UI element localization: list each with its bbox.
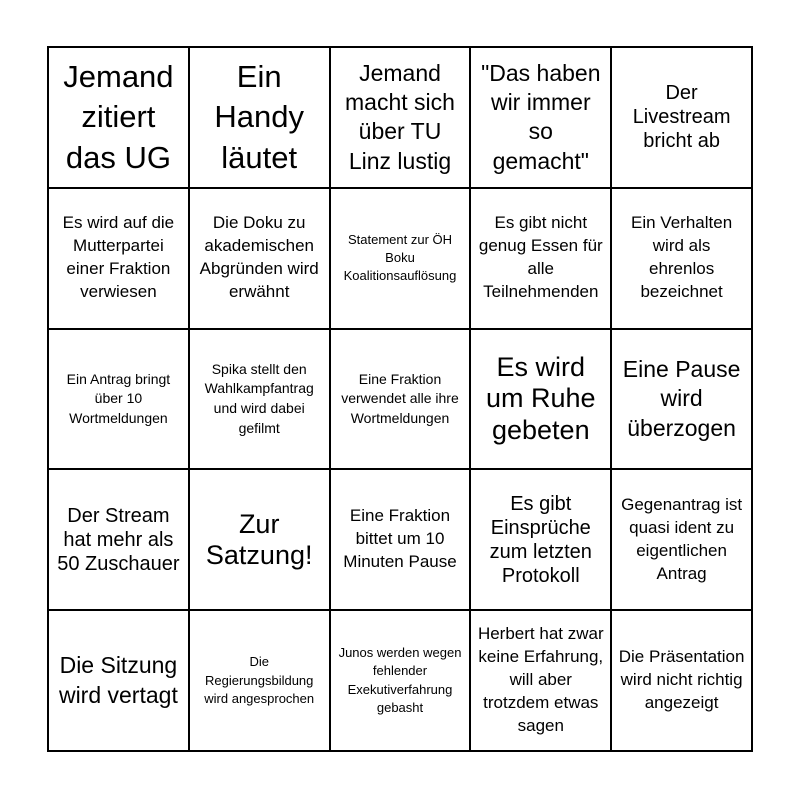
cell-text: Herbert hat zwar keine Erfahrung, will aber trotzdem etwas sagen xyxy=(477,624,604,735)
bingo-cell-r3c2[interactable] xyxy=(189,329,330,470)
bingo-cell-r2c5[interactable] xyxy=(611,188,752,329)
bingo-cell-r4c3[interactable] xyxy=(330,469,471,610)
bingo-cell-r1c1[interactable] xyxy=(48,47,189,188)
cell-text: Die Doku zu akademischen Abgründen wird erwähnt xyxy=(199,213,319,302)
cell-text: Eine Fraktion bittet um 10 Minuten Pause xyxy=(343,506,457,572)
bingo-cell-r1c4[interactable] xyxy=(470,47,611,188)
bingo-cell-r3c3[interactable] xyxy=(330,329,471,470)
cell-text: Jemand zitiert das UG xyxy=(63,58,174,175)
cell-text: Junos werden wegen fehlender Exekutiverfahrung gebasht xyxy=(338,645,462,715)
cell-text: Eine Pause wird überzogen xyxy=(622,355,741,441)
bingo-board xyxy=(47,46,753,752)
bingo-cell-r3c5[interactable] xyxy=(611,329,752,470)
cell-text: Ein Antrag bringt über 10 Wortmeldungen xyxy=(66,370,171,426)
cell-text: Es wird auf die Mutterpartei einer Fraktion verwiesen xyxy=(62,213,175,302)
cell-text: Zur Satzung! xyxy=(205,508,313,570)
cell-text: Statement zur ÖH Boku Koalitionsauflösung xyxy=(343,231,457,284)
bingo-cell-r4c1[interactable] xyxy=(48,469,189,610)
cell-text: Ein Verhalten wird als ehrenlos bezeichnet xyxy=(631,213,733,302)
bingo-cell-r2c3[interactable] xyxy=(330,188,471,329)
cell-text: Ein Handy läutet xyxy=(214,58,304,175)
bingo-cell-r5c5[interactable] xyxy=(611,610,752,751)
bingo-cell-r5c1[interactable] xyxy=(48,610,189,751)
cell-text: Es wird um Ruhe gebeten xyxy=(486,352,596,445)
bingo-cell-r4c5[interactable] xyxy=(611,469,752,610)
cell-text: Es gibt Einsprüche zum letzten Protokoll xyxy=(489,492,592,587)
cell-text: Gegenantrag ist quasi ident zu eigentlichen Antrag xyxy=(621,494,743,583)
cell-text: Die Regierungsbildung wird angesprochen xyxy=(204,654,315,706)
bingo-cell-r4c2[interactable] xyxy=(189,469,330,610)
bingo-cell-r4c4[interactable] xyxy=(470,469,611,610)
cell-text: Die Präsentation wird nicht richtig angezeigt xyxy=(618,647,745,713)
bingo-cell-r3c4[interactable] xyxy=(470,329,611,470)
cell-text: Der Livestream bricht ab xyxy=(632,82,731,153)
bingo-cell-r1c5[interactable] xyxy=(611,47,752,188)
bingo-cell-r2c2[interactable] xyxy=(189,188,330,329)
bingo-cell-r3c1[interactable] xyxy=(48,329,189,470)
bingo-cell-r5c3[interactable] xyxy=(330,610,471,751)
cell-text: "Das haben wir immer so gemacht" xyxy=(481,59,601,174)
cell-text: Spika stellt den Wahlkampfantrag und wird dabei gefilmt xyxy=(204,360,314,436)
cell-text: Eine Fraktion verwendet alle ihre Wortmeldungen xyxy=(341,370,459,426)
cell-text: Es gibt nicht genug Essen für alle Teilnehmenden xyxy=(478,213,603,302)
bingo-cell-r1c2[interactable] xyxy=(189,47,330,188)
bingo-cell-r5c4[interactable] xyxy=(470,610,611,751)
bingo-cell-r1c3[interactable] xyxy=(330,47,471,188)
bingo-cell-r5c2[interactable] xyxy=(189,610,330,751)
cell-text: Der Stream hat mehr als 50 Zuschauer xyxy=(57,504,180,575)
bingo-cell-r2c4[interactable] xyxy=(470,188,611,329)
bingo-cell-r2c1[interactable] xyxy=(48,188,189,329)
cell-text: Die Sitzung wird vertagt xyxy=(58,652,178,708)
cell-text: Jemand macht sich über TU Linz lustig xyxy=(345,59,455,174)
